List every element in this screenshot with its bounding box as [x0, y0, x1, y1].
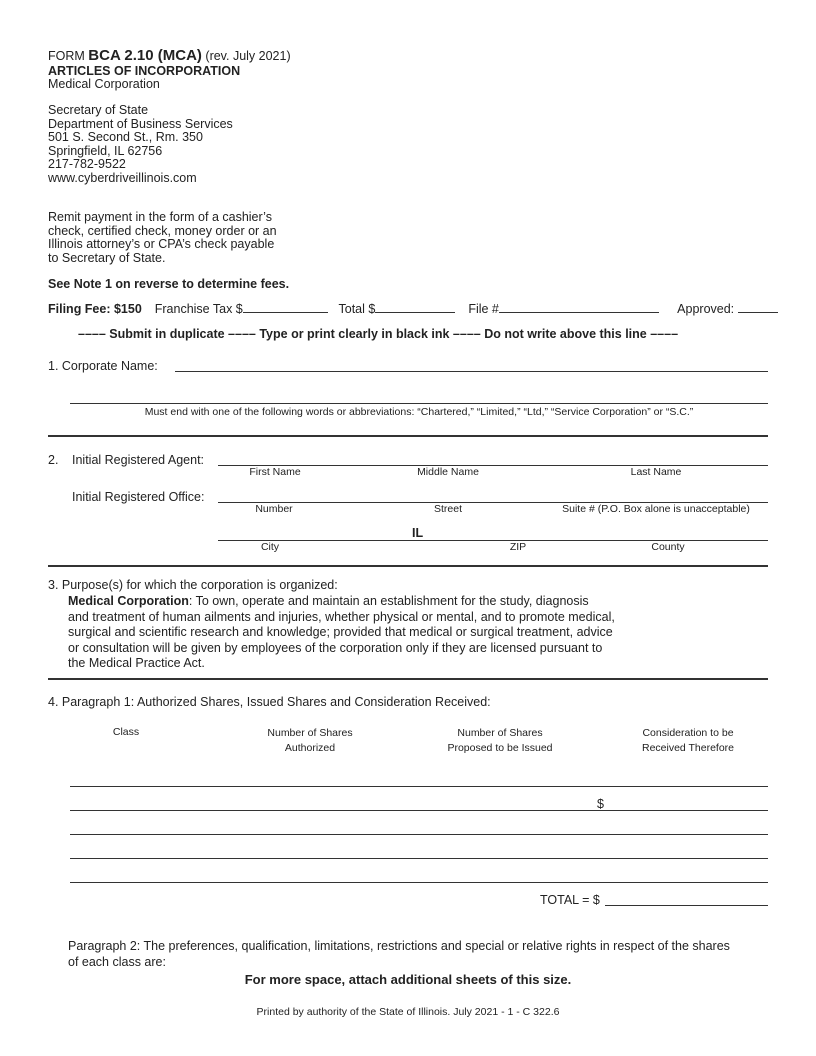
number-caption: Number [255, 503, 293, 515]
approved-label: Approved: [677, 302, 735, 316]
authorized-header-line: Authorized [284, 741, 336, 754]
paragraph-2-line: Paragraph 2: The preferences, qualification, limitations, restrictions and special or relative rights in respect of the shares [68, 939, 730, 953]
shares-row-line[interactable] [70, 882, 768, 883]
total-amount-field[interactable] [605, 905, 768, 906]
consideration-header-line: Consideration to be [642, 727, 734, 739]
consideration-header-line: Received Therefore [641, 741, 735, 754]
sos-address [48, 104, 233, 185]
fees-row [48, 300, 778, 316]
dollar-sign: $ [597, 797, 604, 811]
paragraph-2 [68, 939, 730, 970]
consideration-header [618, 726, 758, 755]
purpose-lead: Medical Corporation [68, 594, 189, 608]
more-space-note: For more space, attach additional sheets of this size. [244, 972, 572, 987]
suite-caption: Suite # (P.O. Box alone is unacceptable) [562, 503, 750, 515]
shares-row-line[interactable] [70, 810, 768, 811]
remit-line: check, certified check, money order or an [48, 223, 277, 238]
purpose-line: and treatment of human ailments and injuries, whether physical or mental, and to promote medical, [68, 609, 615, 624]
address-line: Department of Business Services [48, 116, 233, 131]
purpose-label: 3. Purpose(s) for which the corporation is organized: [48, 578, 338, 592]
shares-row-line[interactable] [70, 858, 768, 859]
black-ink-text: Type or print clearly in black ink [259, 327, 450, 341]
address-line: Secretary of State [48, 103, 149, 117]
first-name-caption: First Name [249, 466, 301, 478]
authorized-header [240, 726, 380, 755]
shares-row-line[interactable] [70, 786, 768, 787]
remit-line: Illinois attorney’s or CPA’s check payable [48, 237, 275, 251]
form-prefix: FORM [48, 49, 85, 63]
middle-name-caption: Middle Name [417, 466, 479, 478]
issued-header-line: Number of Shares [457, 727, 543, 739]
purpose-line: : To own, operate and maintain an establishment for the study, diagnosis [188, 594, 589, 608]
shares-row-line[interactable] [70, 834, 768, 835]
county-caption: County [651, 541, 685, 553]
form-subtitle: Medical Corporation [48, 77, 160, 91]
form-code: BCA 2.10 (MCA) [88, 47, 202, 64]
issued-header-line: Proposed to be Issued [447, 741, 553, 754]
purpose-line: or consultation will be given by employees of the corporation only if they are licensed pursuant to [68, 640, 603, 655]
section-2-number: 2. [48, 453, 59, 467]
class-header: Class [112, 726, 140, 738]
registered-office-label: Initial Registered Office: [72, 490, 205, 504]
section-divider [48, 435, 768, 437]
form-header [48, 47, 291, 64]
street-caption: Street [433, 503, 462, 515]
remit-line: Remit payment in the form of a cashier’s [48, 210, 272, 224]
do-not-write-text: Do not write above this line [484, 327, 647, 341]
filing-fee: Filing Fee: $150 [48, 302, 142, 316]
website-link[interactable]: www.cyberdriveillinois.com [48, 170, 197, 185]
purpose-text [68, 594, 615, 672]
total-field[interactable] [375, 300, 455, 313]
instruction-bar: –––– Submit in duplicate –––– Type or print clearly in black ink –––– Do not write above this line –––– [78, 327, 679, 341]
file-number-field[interactable] [499, 300, 659, 313]
authorized-header-line: Number of Shares [267, 727, 353, 739]
last-name-caption: Last Name [630, 466, 682, 478]
total-label: TOTAL = $ [540, 893, 600, 907]
corporate-name-label: 1. Corporate Name: [48, 359, 158, 373]
city-caption: City [260, 541, 280, 553]
approved-field[interactable] [738, 300, 778, 313]
submit-duplicate-text: Submit in duplicate [109, 327, 225, 341]
section-divider [48, 678, 768, 680]
corporate-name-field[interactable] [175, 371, 768, 372]
section-divider [48, 565, 768, 567]
fee-note: See Note 1 on reverse to determine fees. [48, 277, 290, 291]
purpose-line: the Medical Practice Act. [68, 656, 205, 670]
remit-instructions [48, 211, 277, 265]
address-line: Springfield, IL 62756 [48, 143, 163, 158]
remit-line: to Secretary of State. [48, 250, 166, 265]
franchise-tax-label: Franchise Tax $ [154, 302, 243, 316]
paragraph-2-line: of each class are: [68, 954, 166, 969]
shares-label: 4. Paragraph 1: Authorized Shares, Issued Shares and Consideration Received: [48, 695, 491, 709]
form-title: ARTICLES OF INCORPORATION [48, 64, 241, 78]
form-revision: (rev. July 2021) [205, 49, 291, 63]
issued-header [425, 726, 575, 755]
purpose-line: surgical and scientific research and knowledge; provided that medical or surgical treatment, advice [68, 625, 613, 639]
corporate-name-note: Must end with one of the following words or abbreviations: “Chartered,” “Limited,” “Ltd,” “Service Corporation” or “S.C.” [144, 406, 694, 418]
footer-text: Printed by authority of the State of Illinois. July 2021 - 1 - C 322.6 [256, 1006, 560, 1018]
address-line: 501 S. Second St., Rm. 350 [48, 130, 203, 144]
corporate-name-field-2[interactable] [70, 403, 768, 404]
total-label: Total $ [338, 302, 376, 316]
address-line: 217-782-9522 [48, 157, 126, 171]
franchise-tax-field[interactable] [243, 300, 328, 313]
zip-caption: ZIP [509, 541, 527, 553]
file-number-label: File # [468, 302, 499, 316]
registered-agent-label: Initial Registered Agent: [72, 453, 205, 467]
state-il: IL [412, 526, 424, 540]
